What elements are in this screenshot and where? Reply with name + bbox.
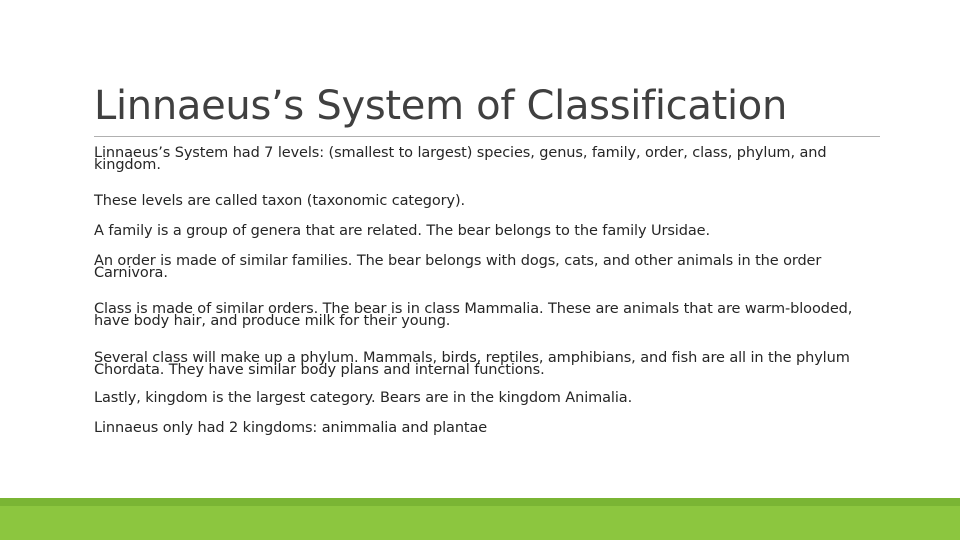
footer-accent-stripe [0, 498, 960, 506]
paragraph-class: Class is made of similar orders. The bear is in class Mammalia. These are animals that are warm-blooded, have body hair, and produce milk for their young. [94, 301, 853, 329]
slide-title: Linnaeus’s System of Classification [94, 83, 787, 129]
paragraph-order: An order is made of similar families. The bear belongs with dogs, cats, and other animals in the order Carnivora. [94, 253, 822, 281]
title-divider [94, 136, 880, 137]
paragraph-phylum: Several class will make up a phylum. Mammals, birds, reptiles, amphibians, and fish are all in the phylum Chordata. They have similar body plans and internal functions. [94, 350, 850, 378]
paragraph-kingdom: Lastly, kingdom is the largest category. Bears are in the kingdom Animalia. [94, 390, 633, 406]
paragraph-levels: Linnaeus’s System had 7 levels: (smallest to largest) species, genus, family, order, class, phylum, and kingdom. [94, 145, 827, 173]
paragraph-two-kingdoms: Linnaeus only had 2 kingdoms: animmalia and plantae [94, 420, 488, 436]
paragraph-family: A family is a group of genera that are related. The bear belongs to the family Ursidae. [94, 223, 710, 239]
paragraph-taxon: These levels are called taxon (taxonomic category). [94, 193, 466, 209]
